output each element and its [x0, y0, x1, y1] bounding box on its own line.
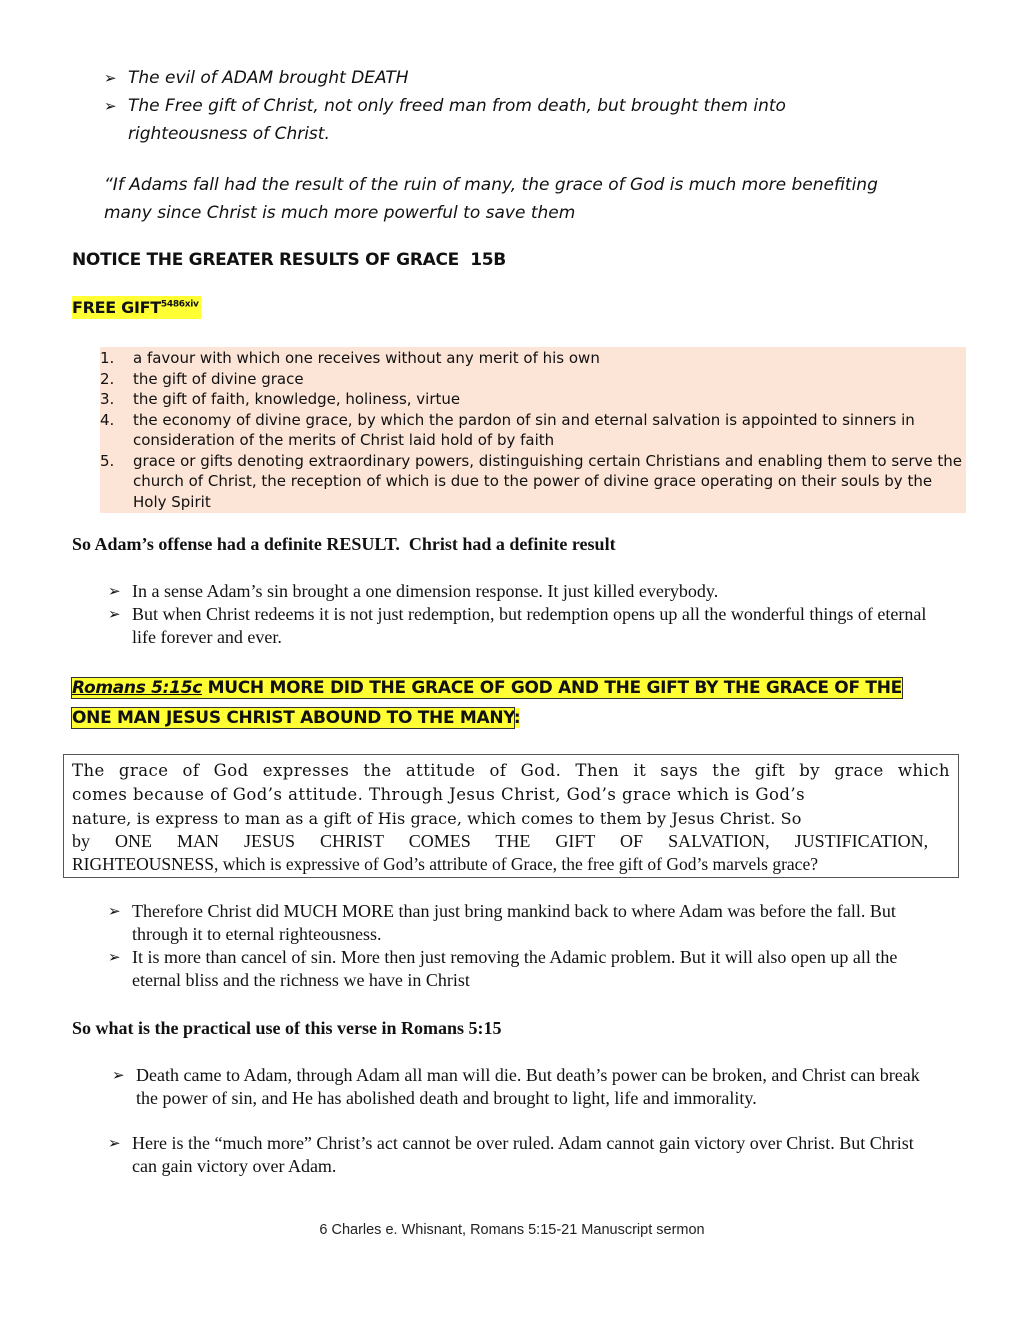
list-item — [100, 451, 966, 513]
list-item — [100, 369, 966, 390]
definition-text: the gift of divine grace — [133, 369, 304, 388]
definition-text: a favour with which one receives without any merit of his own — [133, 349, 600, 367]
list-item — [108, 580, 948, 603]
practical-bullet-list — [108, 1064, 942, 1178]
section-heading-notice: NOTICE THE GREATER RESULTS OF GRACE 15B — [72, 250, 506, 270]
list-item — [100, 410, 966, 451]
result-bullet-list — [108, 580, 948, 649]
grace-line: by ONE MAN JESUS CHRIST COMES THE GIFT OF SALVATION, JUSTIFICATION, — [72, 831, 929, 851]
free-gift-text: FREE GIFT — [72, 298, 161, 317]
arrow-bullet-icon: ➢ — [108, 902, 121, 920]
grace-line: comes because of God’s attitude. Through Jesus Christ, God’s grace which is God’s — [72, 785, 806, 804]
list-item — [100, 348, 966, 369]
list-item — [108, 946, 948, 992]
grace-line: RIGHTEOUSNESS, which is expressive of God’s attribute of Grace, the free gift of God’s marvels grace? — [72, 854, 818, 874]
list-number: 5. — [100, 451, 115, 470]
verse-highlight-text — [72, 678, 902, 728]
bullet-text: In a sense Adam’s sin brought a one dimension response. It just killed everybody. — [132, 581, 719, 601]
bullet-text: Death came to Adam, through Adam all man will die. But death’s power can be broken, and Christ can break the power of sin, and He has abolished death and brought to light, life and immorality. — [136, 1065, 920, 1108]
arrow-bullet-icon: ➢ — [108, 948, 121, 966]
list-item — [104, 92, 904, 148]
bullet-text: The evil of ADAM brought DEATH — [128, 68, 409, 88]
grace-line: The grace of God expresses the attitude of God. Then it says the gift by grace which — [72, 761, 950, 780]
strongs-superscript: 5486xiv — [160, 299, 199, 310]
list-number: 2. — [100, 369, 115, 388]
arrow-bullet-icon: ➢ — [104, 97, 117, 115]
list-item — [108, 1132, 942, 1178]
list-item — [108, 603, 948, 649]
list-item — [108, 900, 948, 946]
intro-bullet-list — [104, 64, 904, 148]
bullet-text: It is more than cancel of sin. More then just removing the Adamic problem. But it will also open up all the eternal bliss and the richness we have in Christ — [132, 947, 898, 990]
bullet-text: Therefore Christ did MUCH MORE than just bring mankind back to where Adam was before the fall. But through it to eternal righteousness. — [132, 901, 896, 944]
bullet-text: The Free gift of Christ, not only freed man from death, but brought them into righteousness of Christ. — [128, 96, 786, 144]
free-gift-label — [72, 296, 201, 319]
definition-text: the economy of divine grace, by which the pardon of sin and eternal salvation is appointed to sinners in consideration of the merits of Christ laid hold of by faith — [133, 410, 915, 449]
list-number: 4. — [100, 410, 115, 429]
romans-verse-highlight — [72, 673, 934, 733]
list-number: 3. — [100, 390, 115, 408]
arrow-bullet-icon: ➢ — [108, 582, 121, 600]
definition-text: the gift of faith, knowledge, holiness, virtue — [133, 390, 461, 408]
bullet-text: But when Christ redeems it is not just redemption, but redemption opens up all the wonderful things of eternal life forever and ever. — [132, 604, 927, 647]
much-more-bullet-list — [108, 900, 948, 992]
list-number: 1. — [100, 349, 115, 367]
verse-colon: : — [513, 708, 521, 728]
list-item — [112, 1064, 942, 1110]
definition-text: grace or gifts denoting extraordinary powers, distinguishing certain Christians and enabling them to serve the church of Christ, the reception of which is due to the power of divine grace operating on their souls by the Holy Spirit — [133, 451, 963, 511]
arrow-bullet-icon: ➢ — [112, 1066, 125, 1084]
page-footer: 6 Charles e. Whisnant, Romans 5:15-21 Manuscript sermon — [319, 1222, 705, 1238]
bullet-text: Here is the “much more” Christ’s act cannot be over ruled. Adam cannot gain victory over Christ. But Christ can gain victory over Adam. — [132, 1133, 914, 1176]
list-item — [100, 389, 966, 410]
quote-paragraph: “If Adams fall had the result of the ruin of many, the grace of God is much more benefiting many since Christ is much more powerful to save them — [104, 175, 878, 223]
arrow-bullet-icon: ➢ — [108, 605, 121, 623]
section-heading-result: So Adam’s offense had a definite RESULT. Christ had a definite result — [72, 534, 616, 554]
arrow-bullet-icon: ➢ — [108, 1134, 121, 1152]
grace-explanation-box — [63, 754, 959, 878]
verse-reference: Romans 5:15c — [72, 678, 203, 698]
verse-text: MUCH MORE DID THE GRACE OF GOD AND THE GIFT BY THE GRACE OF THE ONE MAN JESUS CHRIST ABOUND TO THE MANY — [72, 678, 902, 728]
section-heading-practical: So what is the practical use of this verse in Romans 5:15 — [72, 1018, 502, 1038]
list-item — [104, 64, 904, 92]
definition-list — [100, 347, 966, 513]
arrow-bullet-icon: ➢ — [104, 69, 117, 87]
grace-line: nature, is express to man as a gift of His grace, which comes to them by Jesus Christ. So — [72, 809, 802, 828]
